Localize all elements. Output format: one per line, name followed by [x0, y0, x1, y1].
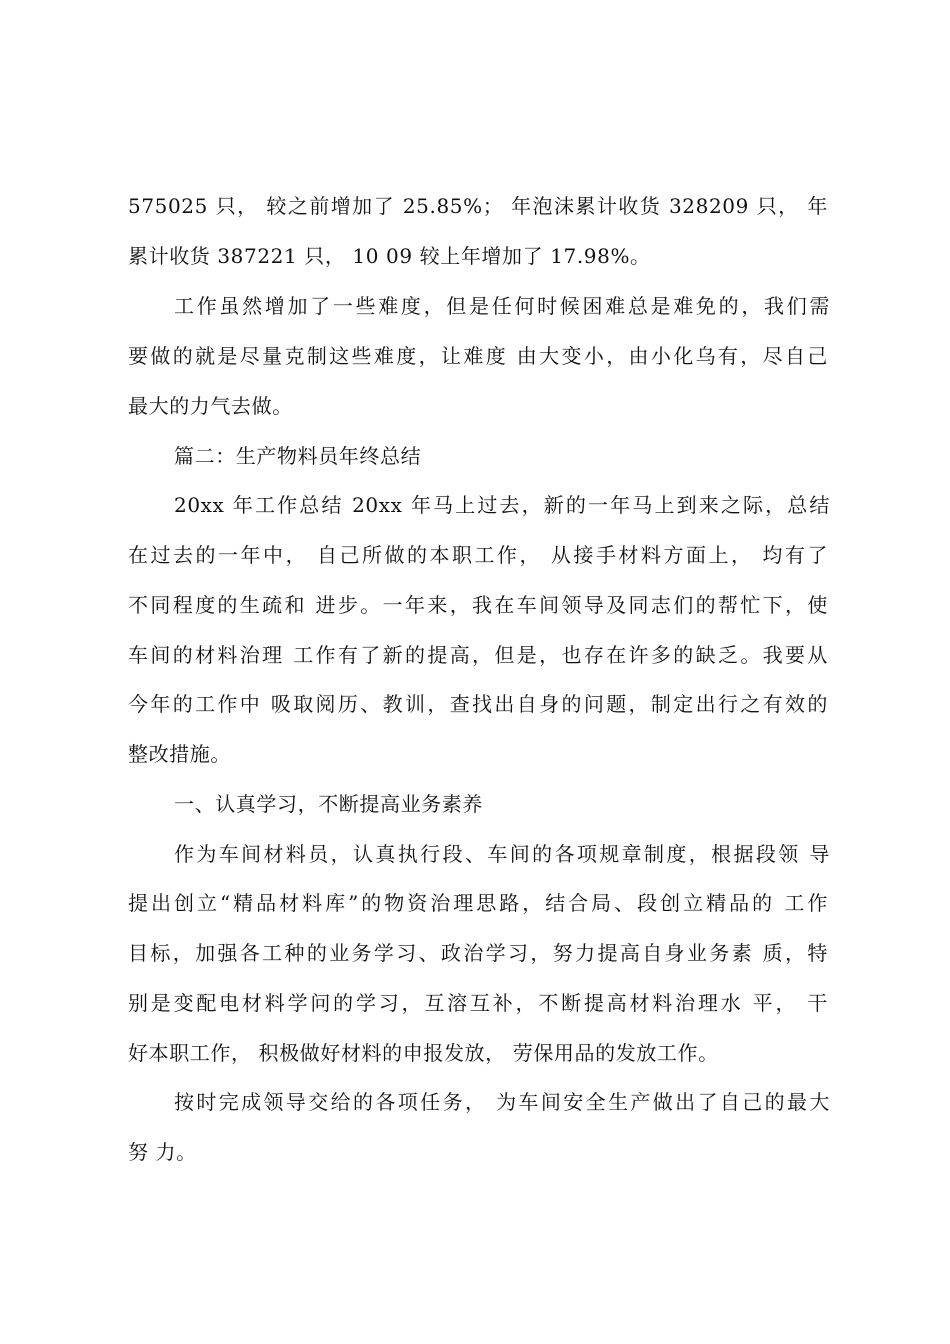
paragraph-first-line: 作为车间材料员，认真执行段、车间的各项规章制度，根据段领 导: [174, 842, 830, 866]
text-line: 目标，加强各工种的业务学习、政治学习，努力提高自身业务素 质，特: [128, 941, 828, 965]
subsection-heading: 一、认真学习，不断提高业务素养: [174, 792, 483, 816]
section-heading: 篇二：生产物料员年终总结: [174, 444, 422, 468]
paragraph-first-line: 20xx 年工作总结 20xx 年马上过去，新的一年马上到来之际，总结: [174, 493, 830, 517]
paragraph-first-line: 工作虽然增加了一些难度，但是任何时候困难总是难免的，我们需: [174, 294, 830, 318]
text-line: 今年的工作中 吸取阅历、教训，查找出自身的问题，制定出行之有效的: [128, 692, 828, 716]
paragraph-first-line: 按时完成领导交给的各项任务， 为车间安全生产做出了自己的最大: [174, 1090, 830, 1114]
text-line: 提出创立“精品材料库”的物资治理思路，结合局、段创立精品的 工作: [128, 891, 828, 915]
text-line: 累计收货 387221 只， 10 09 较上年增加了 17.98%。: [128, 244, 651, 268]
text-line: 别是变配电材料学问的学习，互溶互补，不断提高材料治理水 平， 干: [128, 991, 828, 1015]
text-line: 不同程度的生疏和 进步。一年来，我在车间领导及同志们的帮忙下，使: [128, 593, 828, 617]
text-line: 整改措施。: [128, 742, 231, 766]
text-line: 最大的力气去做。: [128, 394, 293, 418]
text-line: 要做的就是尽量克制这些难度，让难度 由大变小，由小化乌有，尽自己: [128, 344, 828, 368]
text-line: 车间的材料治理 工作有了新的提高，但是，也存在许多的缺乏。我要从: [128, 643, 828, 667]
text-line: 好本职工作， 积极做好材料的申报发放， 劳保用品的发放工作。: [128, 1041, 719, 1065]
text-line: 在过去的一年中， 自己所做的本职工作， 从接手材料方面上， 均有了: [128, 543, 828, 567]
text-line: 575025 只， 较之前增加了 25.85%； 年泡沫累计收货 328209 只， 年: [128, 194, 828, 218]
text-line: 努 力。: [128, 1140, 197, 1164]
